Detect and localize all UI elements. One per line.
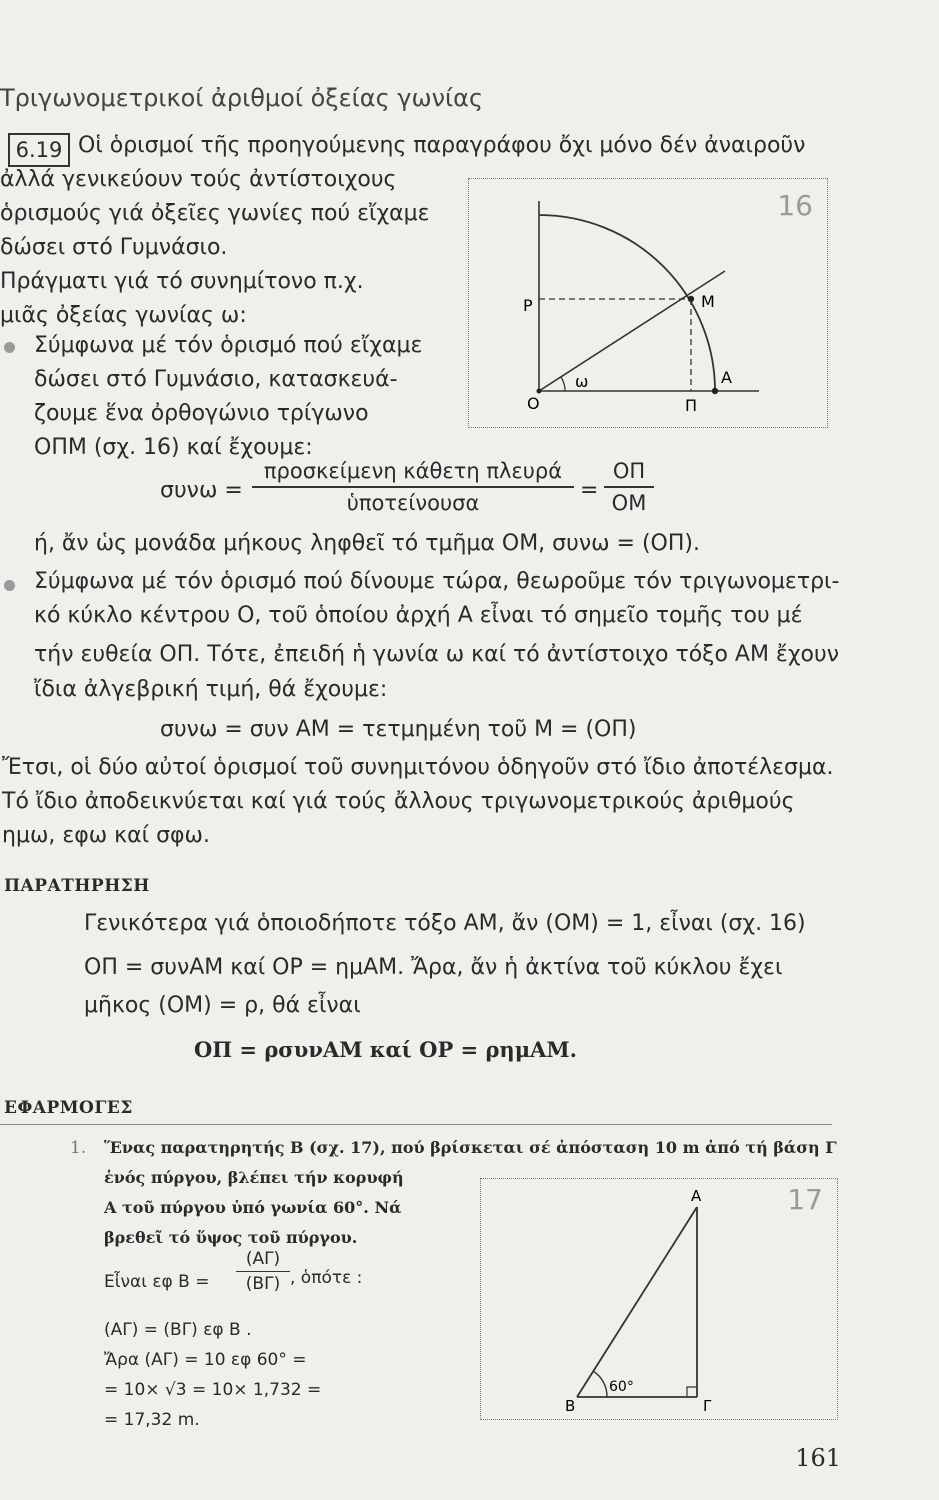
formula1-fraction — [252, 458, 574, 516]
application-line-4: βρεθεῖ τό ὕψος τοῦ πύργου. — [104, 1228, 358, 1247]
bullet1-line-1: Σύμφωνα μέ τόν ὁρισμό πού εἴχαμε — [34, 333, 423, 358]
bullet2-line-3: τήν ευθεία ΟΠ. Τότε, ἐπειδή ἡ γωνία ω καί τό ἀντίστοιχο τόξο ΑΜ ἔχουν — [34, 642, 840, 667]
fig16-label-M: Μ — [701, 292, 715, 311]
fig16-label-P: Ρ — [523, 296, 533, 315]
remark-line-3: μῆκος (ΟΜ) = ρ, θά εἶναι — [84, 993, 361, 1018]
figure-16 — [468, 178, 828, 428]
intro-line-1: Οἱ ὁρισμοί τῆς προηγούμενης παραγράφου ὄχι μόνο δέν ἀναιροῦν — [78, 133, 806, 158]
app-eq1-num: (ΑΓ) — [245, 1249, 281, 1269]
app-eq1-lhs: Εἶναι εφ Β = — [104, 1272, 210, 1292]
application-number: 1. — [70, 1138, 87, 1158]
conclusion-line-2: Τό ἴδιο ἀποδεικνύεται καί γιά τούς ἄλλους τριγωνομετρικούς ἀριθμούς — [2, 789, 795, 814]
app-eq3: Ἄρα (ΑΓ) = 10 εφ 60° = — [104, 1350, 307, 1370]
bullet1-line-4: ΟΠΜ (σχ. 16) καί ἔχουμε: — [34, 435, 313, 460]
bullet1-line-3: ζουμε ἕνα ὀρθογώνιο τρίγωνο — [34, 401, 369, 426]
intro-line-4: δώσει στό Γυμνάσιο. — [0, 235, 228, 260]
intro-line-2: ἀλλά γενικεύουν τούς ἀντίστοιχους — [0, 167, 397, 192]
formula1-num2: ΟΠ — [612, 459, 646, 483]
formula1-lhs: συνω = — [160, 478, 243, 503]
fig16-label-omega: ω — [575, 372, 589, 391]
figure-16-number: 16 — [777, 189, 813, 222]
application-line-3: Α τοῦ πύργου ὑπό γωνία 60°. Νά — [104, 1198, 402, 1217]
figure-16-drawing — [469, 179, 827, 427]
app-eq5: = 17,32 m. — [104, 1410, 200, 1430]
fig17-label-B: Β — [565, 1397, 576, 1415]
bullet2-line-1: Σύμφωνα μέ τόν ὁρισμό πού δίνουμε τώρα, θεωροῦμε τόν τριγωνομετρι- — [34, 569, 840, 594]
remark-line-2: ΟΠ = συνΑΜ καί ΟΡ = ημΑΜ. Ἄρα, ἄν ἡ ἀκτίνα τοῦ κύκλου ἔχει — [84, 955, 783, 980]
fig16-label-A: Α — [721, 368, 732, 387]
divider — [0, 1124, 832, 1125]
fig17-label-G: Γ — [703, 1397, 712, 1415]
formula2: συνω = συν ΑΜ = τετμημένη τοῦ Μ = (ΟΠ) — [160, 717, 637, 742]
fig17-label-A: Α — [691, 1187, 702, 1205]
intro-line-3: ὁρισμούς γιά ὀξεῖες γωνίες πού εἴχαμε — [0, 201, 430, 226]
bullet2-line-4: ἴδια ἀλγεβρική τιμή, θά ἔχουμε: — [34, 677, 388, 702]
fig16-label-O: Ο — [527, 394, 540, 413]
bullet-dot — [4, 580, 15, 591]
formula1-den2: ΟΜ — [611, 490, 647, 515]
formula1-numerator: προσκείμενη κάθετη πλευρά — [263, 459, 563, 483]
figure-17-drawing — [481, 1179, 837, 1419]
application-line-1: Ἕνας παρατηρητής Β (σχ. 17), πού βρίσκεται σέ ἀπόσταση 10 m ἀπό τή βάση Γ — [104, 1138, 837, 1157]
fig17-angle: 60° — [609, 1379, 634, 1395]
app-eq1-fraction — [236, 1248, 290, 1295]
app-eq1-den: (ΒΓ) — [245, 1274, 281, 1295]
app-eq1-rhs: , ὁπότε : — [290, 1268, 363, 1288]
applications-heading: ΕΦΑΡΜΟΓΕΣ — [4, 1098, 133, 1118]
bullet2-line-2: κό κύκλο κέντρου Ο, τοῦ ὁποίου ἀρχή Α εἶναι τό σημεῖο τομῆς του μέ — [34, 603, 803, 628]
bullet1-line-2: δώσει στό Γυμνάσιο, κατασκευά- — [34, 367, 398, 392]
remark-formula: ΟΠ = ρσυνΑΜ καί ΟΡ = ρημΑΜ. — [194, 1037, 577, 1062]
formula1-fraction-2 — [604, 458, 654, 516]
formula1-denominator: ὑποτείνουσα — [346, 490, 480, 515]
remark-heading: ΠΑΡΑΤΗΡΗΣΗ — [4, 876, 150, 896]
section-number: 6.19 — [8, 133, 70, 167]
conclusion-line-1: Ἔτσι, οἱ δύο αὐτοί ὁρισμοί τοῦ συνημιτόνου ὁδηγοῦν στό ἴδιο ἀποτέλεσμα. — [2, 755, 834, 780]
section-title: Τριγωνομετρικοί ἀριθμοί ὀξείας γωνίας — [0, 84, 484, 112]
page-number: 161 — [795, 1444, 841, 1472]
remark-line-1: Γενικότερα γιά ὁποιοδήποτε τόξο ΑΜ, ἄν (ΟΜ) = 1, εἶναι (σχ. 16) — [84, 911, 806, 936]
application-line-2: ἑνός πύργου, βλέπει τήν κορυφή — [104, 1168, 404, 1187]
bullet-dot — [4, 342, 15, 353]
app-eq2: (ΑΓ) = (ΒΓ) εφ Β . — [104, 1320, 252, 1340]
conclusion-line-3: ημω, εφω καί σφω. — [2, 823, 210, 848]
fig16-label-Pi: Π — [685, 396, 698, 415]
app-eq4: = 10× √3 = 10× 1,732 = — [104, 1380, 322, 1400]
figure-17 — [480, 1178, 838, 1420]
formula1-eq: = — [580, 478, 599, 503]
figure-17-number: 17 — [787, 1183, 823, 1216]
intro-line-5: Πράγματι γιά τό συνημίτονο π.χ. — [0, 269, 364, 294]
intro-line-6: μιᾶς ὀξείας γωνίας ω: — [0, 303, 247, 328]
after-formula1: ή, ἄν ὡς μονάδα μήκους ληφθεῖ τό τμῆμα ΟΜ, συνω = (ΟΠ). — [34, 531, 700, 556]
